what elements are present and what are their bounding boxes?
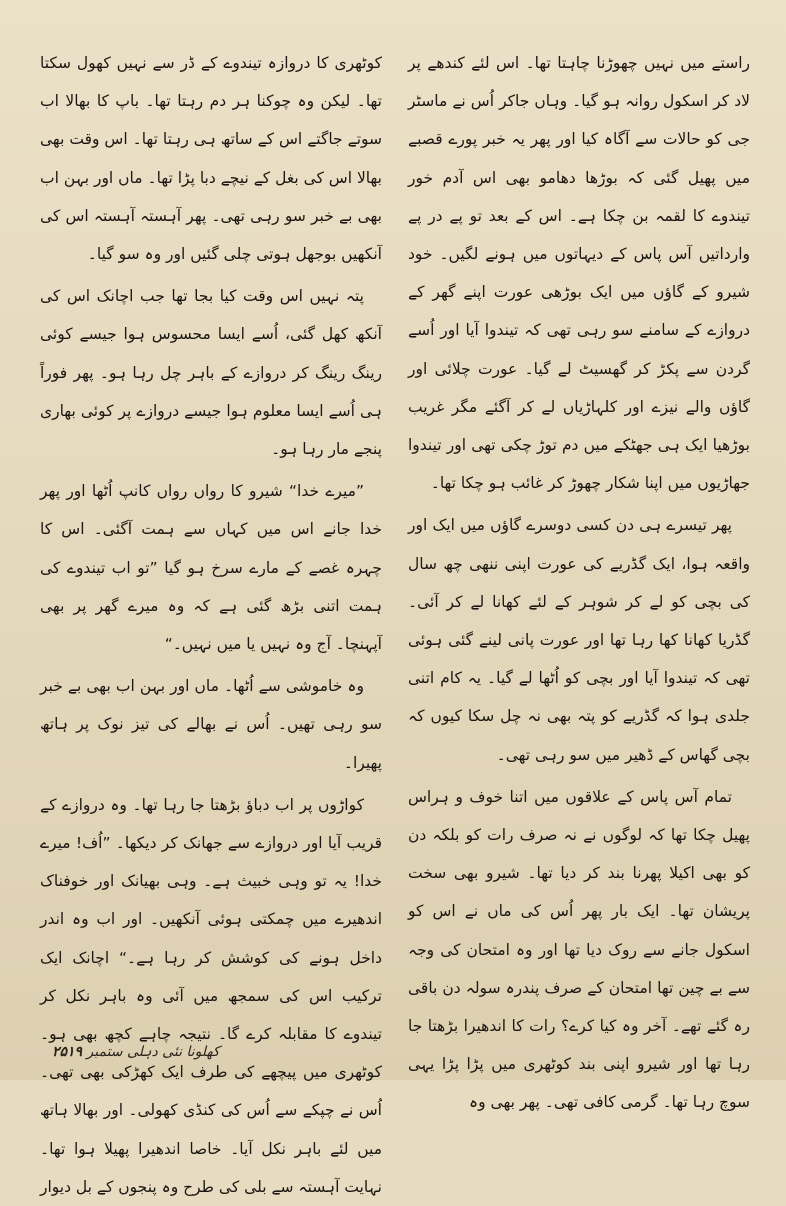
right-column (408, 44, 750, 1112)
paragraph: پھر تیسرے ہی دن کسی دوسرے گاؤں میں ایک اور واقعہ ہوا، ایک گڈریے کی عورت اپنی ننھی چھ سال کی بچی کو لے کر شوہر کے لئے کھانا لے کر آئی۔ گڈریا کھانا کھا رہا تھا اور عورت پانی لینے گئی ہوئی تھی کہ تیندوا آیا اور بچی کو اُٹھا لے گیا۔ یہ کام اتنی جلدی ہوا کہ گڈریے کو پتہ بھی نہ چل سکا کیوں کہ بچی گھاس کے ڈھیر میں سو رہی تھی۔ (408, 516, 750, 764)
paragraph: کواڑوں پر اب دباؤ بڑھتا جا رہا تھا۔ وہ دروازے کے قریب آیا اور دروازے سے جھانک کر دیکھا۔ ”اُف! میرے خدا! یہ تو وہی خبیث ہے۔ وہی بھیانک اور خوفناک اندھیرے میں چمکتی ہوئی آنکھیں۔ اور اب وہ اندر داخل ہونے کی کوشش کر رہا ہے۔“ اچانک ایک ترکیب اس کی سمجھ میں آئی وہ باہر نکل کر تیندوے کا مقابلہ کرے گا۔ نتیجہ چاہے کچھ بھی ہو۔ کوٹھری میں پیچھے کی طرف ایک کھڑکی بھی تھی۔ اُس نے چپکے سے اُس کی کنڈی کھولی۔ اور بھالا ہاتھ میں لئے باہر نکل آیا۔ خاصا اندھیرا پھیلا ہوا تھا۔ نہایت آہستہ سے بلی کی طرح وہ پنجوں کے بل دیوار (39, 795, 382, 1196)
paragraph: پتہ نہیں اس وقت کیا بجا تھا جب اچانک اس کی آنکھ کھل گئی، اُسے ایسا محسوس ہوا جیسے کوئی رینگ رینگ کر دروازے کے باہر چل رہا ہو۔ پھر فوراً ہی اُسے ایسا معلوم ہوا جیسے دروازے پر کوئی بھاری پنجے مار رہا ہو۔ (40, 287, 382, 459)
paragraph: وہ خاموشی سے اُٹھا۔ ماں اور بہن اب بھی بے خبر سو رہی تھیں۔ اُس نے بھالے کی تیز نوک پر ہاتھ پھیرا۔ (40, 677, 382, 772)
paragraph: ”میرے خدا“ شیرو کا رواں رواں کانپ اُٹھا اور پھر خدا جانے اس میں کہاں سے ہمت آگئی۔ اس کا چہرہ غصے کے مارے سرخ ہو گیا ”تو اب تیندوے کی ہمت اتنی بڑھ گئی ہے کہ وہ میرے گھر پر بھی آپہنچا۔ آج وہ نہیں یا میں نہیں۔“ (40, 482, 382, 654)
paragraph: راستے میں نہیں چھوڑنا چاہتا تھا۔ اس لئے کندھے پر لاد کر اسکول روانہ ہو گیا۔ وہاں جاکر اُس نے ماسٹر جی کو حالات سے آگاہ کیا اور پھر یہ خبر پورے قصبے میں پھیل گئی کہ بوڑھا دھامو بھی اس آدم خور تیندوے کا لقمہ بن چکا ہے۔ اس کے بعد تو پے در پے وارداتیں آس پاس کے دیہاتوں میں ہونے لگیں۔ خود شیرو کے گاؤں میں ایک بوڑھی عورت اپنے گھر کے دروازے کے سامنے سو رہی تھی کہ تیندوا آیا اور اُسے گردن سے پکڑ کر گھسیٹ لے گیا۔ عورت چلائی اور گاؤں والے نیزے اور کلہاڑیاں لے کر آگئے مگر غریب بوڑھیا ایک ہی جھٹکے میں دم توڑ چکی تھی اور تیندوا جھاڑیوں میں اپنا شکار چھوڑ کر غائب ہو چکا تھا۔ (408, 54, 750, 493)
page-footer (48, 1044, 220, 1060)
paragraph: کوٹھری کا دروازہ تیندوے کے ڈر سے نہیں کھول سکتا تھا۔ لیکن وہ چوکنا ہر دم رہتا تھا۔ باپ کا بھالا اب سوتے جاگتے اس کے ساتھ ہی رہتا تھا۔ اس وقت بھی بھالا اس کی بغل کے نیچے دبا پڑا تھا۔ ماں اور بہن اب بھی بے خبر سو رہی تھی۔ پھر آہستہ آہستہ اس کی آنکھیں بوجھل ہوتی چلی گئیں اور وہ سو گیا۔ (40, 54, 382, 264)
magazine-name: کھلونا نئی دہلی ستمبر (86, 1044, 220, 1060)
paragraph: تمام آس پاس کے علاقوں میں اتنا خوف و ہراس پھیل چکا تھا کہ لوگوں نے نہ صرف رات کو بلکہ دن کو بھی اکیلا پھرنا بند کر دیا تھا۔ شیرو بھی سخت پریشان تھا۔ ایک بار پھر اُس کی ماں نے اس کو اسکول جانے سے روک دیا تھا اور وہ امتحان کی وجہ سے بے چین تھا امتحان کے صرف پندرہ سولہ دن باقی رہ گئے تھے۔ آخر وہ کیا کرے؟ رات کا اندھیرا بڑھتا جا رہا تھا اور شیرو اپنی بند کوٹھری میں پڑا پڑا یہی سوچ رہا تھا۔ گرمی کافی تھی۔ پھر بھی وہ (408, 787, 750, 1112)
page-number: ۲۵۱۹ (52, 1044, 83, 1060)
